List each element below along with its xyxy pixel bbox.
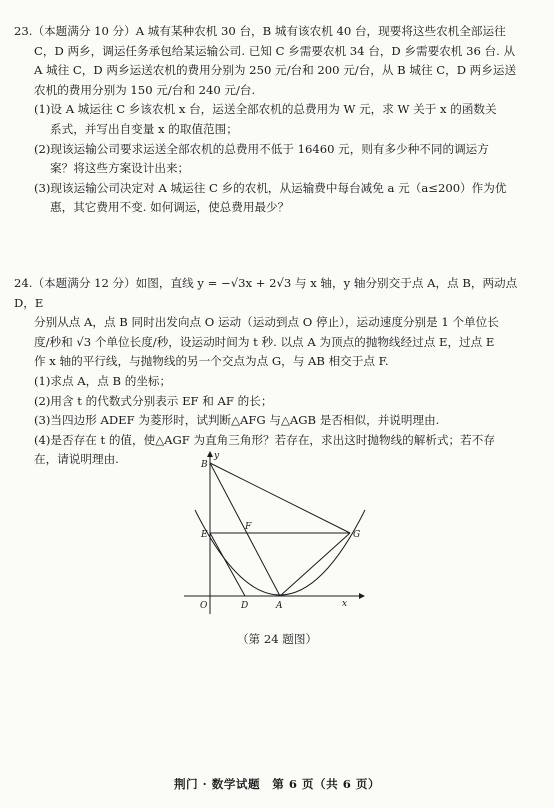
q23-stem-line: 23.（本题满分 10 分）A 城有某种农机 30 台，B 城有该农机 40 台，现要将这些农机全部运往 [14, 24, 506, 38]
figure-caption: （第 24 题图） [236, 632, 318, 646]
q23-stem-line: C，D 两乡，调运任务承包给某运输公司. 已知 C 乡需要农机 34 台，D 乡需要农机 36 台. 从 [34, 43, 516, 58]
segment-bg [210, 463, 350, 533]
label-y: y [214, 451, 220, 461]
segment-de [210, 533, 245, 596]
label-g: G [353, 530, 361, 540]
q23-part-3: (3)现该运输公司决定对 A 城运往 C 乡的农机，从运输费中每台减免 a 元（a≤200）作为优 [34, 180, 507, 195]
q24-stem-line: 24.（本题满分 12 分）如图，直线 y = −√3x + 2√3 与 x 轴，y 轴分别交于点 A，点 B，两动点 D，E [14, 276, 518, 310]
q24-stem-line: 度/秒和 √3 个单位长度/秒，设运动时间为 t 秒. 以点 A 为顶点的抛物线经过点 E，过点 E [34, 334, 495, 349]
q23-stem-line: A 城往 C，D 两乡运送农机的费用分别为 250 元/台和 200 元/台，从 B 城往 C，D 两乡运送 [34, 63, 517, 78]
q24-part-4-cont: 在，请说明理由. [34, 452, 119, 467]
label-e: E [201, 530, 208, 540]
q23-part-2: (2)现该运输公司要求运送全部农机的总费用不低于 16460 元，则有多少种不同的调运方 [34, 141, 489, 156]
geometry-diagram [170, 448, 370, 618]
q24-part-3: (3)当四边形 ADEF 为菱形时，试判断△AFG 与△AGB 是否相似，并说明理由. [34, 413, 440, 428]
q23-part-1-cont: 系式，并写出自变量 x 的取值范围； [50, 121, 238, 136]
label-b: B [201, 460, 208, 470]
q23-part-1: (1)设 A 城运往 C 乡该农机 x 台，运送全部农机的总费用为 W 元，求 W 关于 x 的函数关 [34, 102, 497, 117]
q23-part-2-cont: 案？将这些方案设计出来； [50, 161, 190, 176]
label-f: F [245, 522, 252, 532]
segment-ag [280, 533, 350, 596]
q23-part-3-cont: 惠，其它费用不变. 如何调运，使总费用最少？ [50, 200, 290, 215]
q24-part-2: (2)用含 t 的代数式分别表示 EF 和 AF 的长； [34, 393, 273, 408]
q24-stem-line: 分别从点 A，点 B 同时出发向点 O 运动（运动到点 O 停止），运动速度分别是 1 个单位长 [34, 315, 499, 330]
q23-stem-line: 农机的费用分别为 150 元/台和 240 元/台. [34, 82, 256, 97]
question-24 [14, 274, 540, 470]
q24-part-1: (1)求点 A，点 B 的坐标； [34, 373, 172, 388]
q24-figure [170, 448, 370, 618]
q24-part-4: (4)是否存在 t 的值，使△AGF 为直角三角形？若存在，求出这时抛物线的解析式；若不存 [34, 432, 495, 447]
question-23 [14, 22, 540, 218]
label-o: O [200, 601, 208, 611]
label-x: x [342, 599, 348, 609]
page-footer: 荆门 · 数学试题 第 6 页（共 6 页） [173, 777, 381, 791]
label-d: D [241, 601, 249, 611]
q24-stem-line: 作 x 轴的平行线，与抛物线的另一个交点为点 G，与 AB 相交于点 F. [34, 354, 389, 369]
label-a: A [276, 601, 283, 611]
